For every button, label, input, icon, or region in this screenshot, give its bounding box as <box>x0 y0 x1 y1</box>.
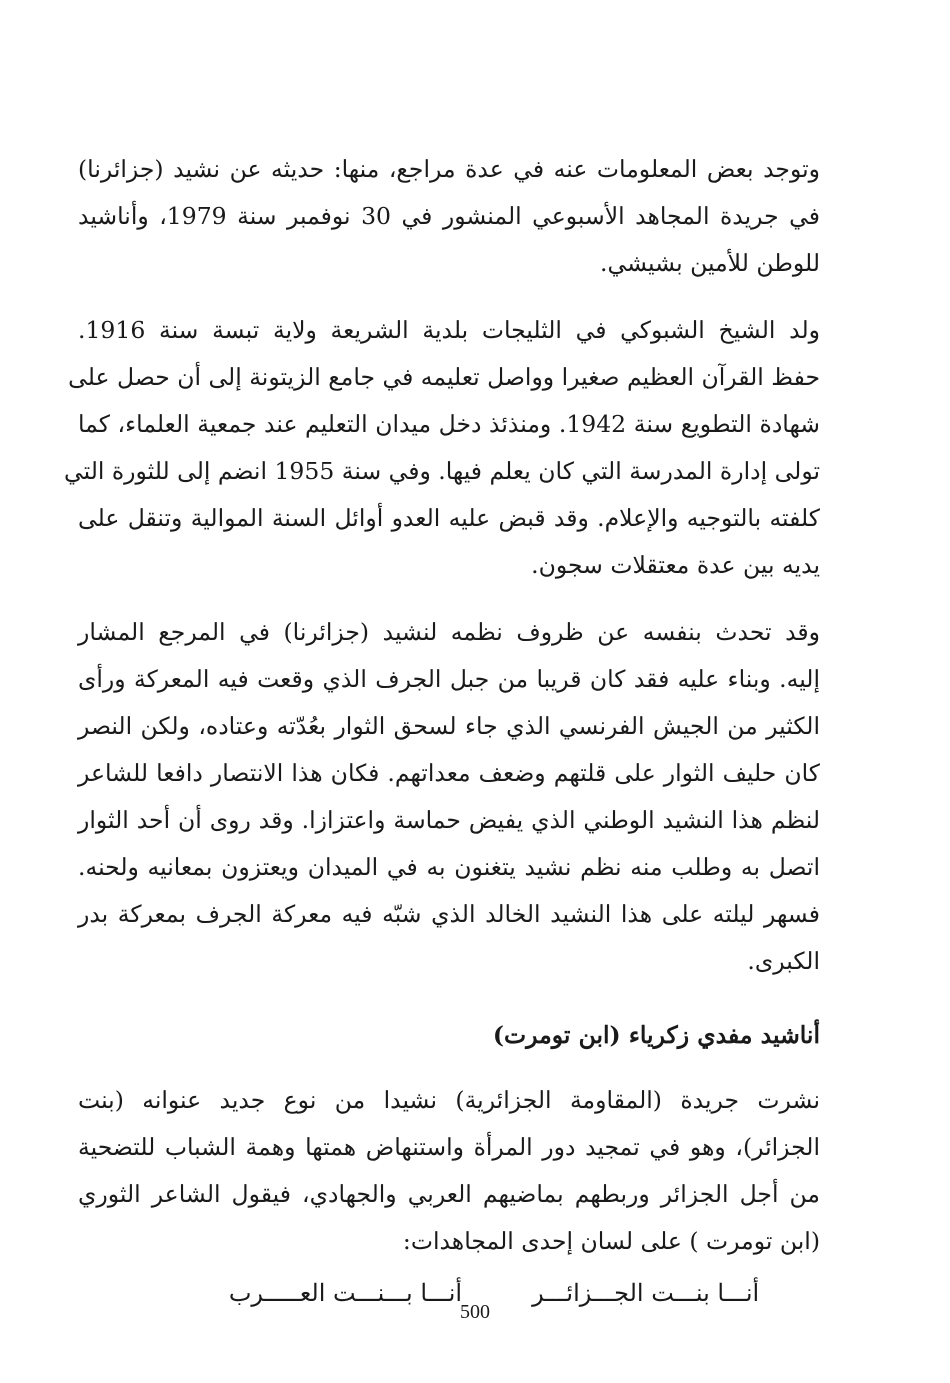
document-body <box>64 146 821 1317</box>
text-line: حفظ القرآن العظيم صغيرا وواصل تعليمه في جامع الزيتونة إلى أن حصل على <box>68 363 820 391</box>
text-line: من أجل الجزائر وربطهم بماضيهم العربي والجهادي، فيقول الشاعر الثوري <box>78 1180 820 1208</box>
text-line: للوطن للأمين بشيشي. <box>600 249 820 277</box>
paragraph-gap <box>78 287 820 307</box>
verse-second-hemistich: أنـــا بـــنـــت العـــــرب <box>228 1279 463 1307</box>
text-line: وتوجد بعض المعلومات عنه في عدة مراجع، منها: حديثه عن نشيد (جزائرنا) <box>78 155 820 183</box>
text-line: اتصل به وطلب منه نظم نشيد يتغنون به في الميدان ويعتزون بمعانيه ولحنه. <box>78 853 820 881</box>
paragraph-gap <box>78 1057 820 1077</box>
section-gap <box>78 985 820 1013</box>
paragraph-biography <box>64 307 820 589</box>
text-line: وقد تحدث بنفسه عن ظروف نظمه لنشيد (جزائرنا) في المرجع المشار <box>78 618 820 646</box>
text-line: كلفته بالتوجيه والإعلام. وقد قبض عليه العدو أوائل السنة الموالية وتنقل على <box>78 504 820 532</box>
paragraph-bint-aljazair <box>78 1077 820 1265</box>
text-line: (ابن تومرت ) على لسان إحدى المجاهدات: <box>402 1227 820 1255</box>
text-line: الكبرى. <box>747 947 820 975</box>
paragraph-gap <box>78 589 820 609</box>
text-line: يديه بين عدة معتقلات سجون. <box>531 551 820 579</box>
text-line: نشرت جريدة (المقاومة الجزائرية) نشيدا من نوع جديد عنوانه (بنت <box>78 1086 820 1114</box>
section-heading: أناشيد مفدي زكرياء (ابن تومرت) <box>492 1021 820 1049</box>
text-line: إليه. وبناء عليه فقد كان قريبا من جبل الجرف الذي وقعت فيه المعركة ورأى <box>78 665 820 693</box>
verse-first-hemistich: أنـــا بنـــت الجـــزائـــر <box>532 1279 760 1307</box>
page-number: 500 <box>460 1301 490 1323</box>
paragraph-references <box>78 146 820 287</box>
text-line: الكثير من الجيش الفرنسي الذي جاء لسحق الثوار بعُدّته وعتاده، ولكن النصر <box>78 712 820 740</box>
text-line: ولد الشيخ الشبوكي في الثليجات بلدية الشريعة ولاية تبسة سنة 1916. <box>78 316 820 344</box>
text-line: فسهر ليلته على هذا النشيد الخالد الذي شبّه فيه معركة الجرف بمعركة بدر <box>78 900 820 928</box>
paragraph-anthem-story <box>78 609 820 985</box>
text-line: كان حليف الثوار على قلتهم وضعف معداتهم. فكان هذا الانتصار دافعا للشاعر <box>78 759 820 787</box>
text-line: تولى إدارة المدرسة التي كان يعلم فيها. وفي سنة 1955 انضم إلى للثورة التي <box>64 457 820 485</box>
text-line: لنظم هذا النشيد الوطني الذي يفيض حماسة واعتزازا. وقد روى أن أحد الثوار <box>78 806 820 834</box>
text-line: الجزائر)، وهو في تمجيد دور المرأة واستنهاض همتها وهمة الشباب للتضحية <box>78 1133 820 1161</box>
text-line: في جريدة المجاهد الأسبوعي المنشور في 30 نوفمبر سنة 1979، وأناشيد <box>78 202 821 230</box>
text-line: شهادة التطويع سنة 1942. ومنذئذ دخل ميدان التعليم عند جمعية العلماء، كما <box>78 410 820 438</box>
